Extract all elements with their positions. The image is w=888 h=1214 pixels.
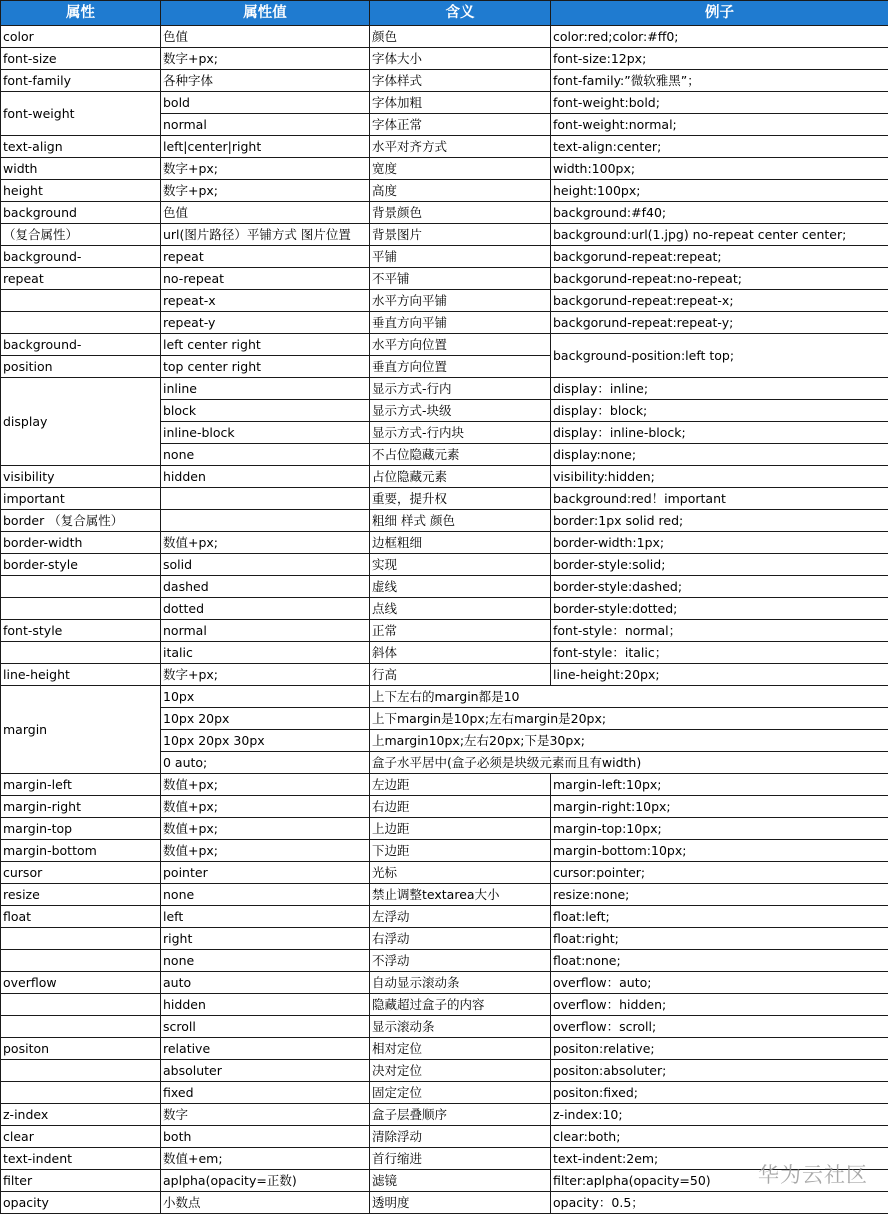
cell-example: visibility:hidden; <box>551 466 888 488</box>
cell-property: margin-right <box>1 796 161 818</box>
cell-property-value: 数字 <box>161 1104 370 1126</box>
table-row <box>1 1104 888 1126</box>
cell-example: positon:fixed; <box>551 1082 888 1104</box>
cell-property-value: 各种字体 <box>161 70 370 92</box>
table-row <box>1 136 888 158</box>
cell-property: z-index <box>1 1104 161 1126</box>
table-row <box>1 1082 888 1104</box>
cell-property-value: block <box>161 400 370 422</box>
cell-property-value: 数值+px; <box>161 532 370 554</box>
cell-property: border-width <box>1 532 161 554</box>
cell-property: text-align <box>1 136 161 158</box>
cell-property <box>1 950 161 972</box>
cell-property-value: aplpha(opacity=正数) <box>161 1170 370 1192</box>
table-row <box>1 334 888 356</box>
cell-meaning: 盒子层叠顺序 <box>370 1104 551 1126</box>
cell-property-value: normal <box>161 114 370 136</box>
cell-example: text-indent:2em; <box>551 1148 888 1170</box>
cell-example: text-align:center; <box>551 136 888 158</box>
cell-example: background:red！important <box>551 488 888 510</box>
cell-meaning: 自动显示滚动条 <box>370 972 551 994</box>
cell-property-value <box>161 488 370 510</box>
cell-property-value: none <box>161 444 370 466</box>
table-row <box>1 928 888 950</box>
cell-property: margin-bottom <box>1 840 161 862</box>
cell-meaning: 正常 <box>370 620 551 642</box>
cell-property: margin-top <box>1 818 161 840</box>
cell-property-value: 10px <box>161 686 370 708</box>
cell-meaning: 固定定位 <box>370 1082 551 1104</box>
cell-example: width:100px; <box>551 158 888 180</box>
cell-property: border-style <box>1 554 161 576</box>
cell-property <box>1 994 161 1016</box>
cell-meaning: 占位隐藏元素 <box>370 466 551 488</box>
cell-property: height <box>1 180 161 202</box>
table-row <box>1 92 888 114</box>
table-row <box>1 818 888 840</box>
cell-property-value: 数值+px; <box>161 796 370 818</box>
cell-example: border-style:solid; <box>551 554 888 576</box>
cell-meaning: 不平铺 <box>370 268 551 290</box>
table-row <box>1 576 888 598</box>
cell-example: margin-right:10px; <box>551 796 888 818</box>
table-row <box>1 1192 888 1214</box>
watermark-logo: 华为云社区 <box>758 1159 868 1189</box>
cell-property <box>1 598 161 620</box>
cell-example: filter:aplpha(opacity=50) <box>551 1170 888 1192</box>
cell-property-value: relative <box>161 1038 370 1060</box>
cell-example: float:none; <box>551 950 888 972</box>
table-row <box>1 202 888 224</box>
cell-property: （复合属性） <box>1 224 161 246</box>
cell-meaning: 右浮动 <box>370 928 551 950</box>
cell-property-value: inline <box>161 378 370 400</box>
cell-property <box>1 312 161 334</box>
cell-property: margin <box>1 686 161 774</box>
table-body <box>1 26 888 1214</box>
cell-property-value: url(图片路径）平铺方式 图片位置 <box>161 224 370 246</box>
cell-meaning: 平铺 <box>370 246 551 268</box>
cell-example: clear:both; <box>551 1126 888 1148</box>
table-row <box>1 1060 888 1082</box>
cell-property-value: inline-block <box>161 422 370 444</box>
cell-property-value: repeat-y <box>161 312 370 334</box>
cell-property-value: 小数点 <box>161 1192 370 1214</box>
cell-meaning: 重要，提升权 <box>370 488 551 510</box>
cell-meaning: 清除浮动 <box>370 1126 551 1148</box>
cell-meaning: 相对定位 <box>370 1038 551 1060</box>
cell-meaning: 宽度 <box>370 158 551 180</box>
cell-property-value: left|center|right <box>161 136 370 158</box>
cell-meaning: 背景颜色 <box>370 202 551 224</box>
cell-example: overflow：auto; <box>551 972 888 994</box>
cell-property: background- <box>1 246 161 268</box>
cell-meaning: 虚线 <box>370 576 551 598</box>
cell-property-value: absoluter <box>161 1060 370 1082</box>
cell-property-value: scroll <box>161 1016 370 1038</box>
cell-meaning: 斜体 <box>370 642 551 664</box>
header-example: 例子 <box>551 1 888 26</box>
cell-property: border （复合属性） <box>1 510 161 532</box>
cell-property: font-style <box>1 620 161 642</box>
cell-property: line-height <box>1 664 161 686</box>
cell-property: resize <box>1 884 161 906</box>
cell-property-value: 10px 20px <box>161 708 370 730</box>
cell-example: font-style：normal； <box>551 620 888 642</box>
cell-property <box>1 928 161 950</box>
cell-meaning: 显示方式-行内块 <box>370 422 551 444</box>
table-row <box>1 774 888 796</box>
cell-meaning: 垂直方向位置 <box>370 356 551 378</box>
cell-example: backgorund-repeat:repeat; <box>551 246 888 268</box>
cell-meaning: 显示滚动条 <box>370 1016 551 1038</box>
cell-example: overflow：scroll; <box>551 1016 888 1038</box>
cell-meaning: 下边距 <box>370 840 551 862</box>
cell-property-value: fixed <box>161 1082 370 1104</box>
cell-property-value: top center right <box>161 356 370 378</box>
cell-property: visibility <box>1 466 161 488</box>
table-row <box>1 488 888 510</box>
cell-example: resize:none; <box>551 884 888 906</box>
cell-property-value: solid <box>161 554 370 576</box>
table-row <box>1 158 888 180</box>
table-row <box>1 268 888 290</box>
cell-meaning: 水平方向平铺 <box>370 290 551 312</box>
header-row <box>1 1 888 26</box>
cell-property-value: hidden <box>161 466 370 488</box>
table-row <box>1 510 888 532</box>
cell-example: margin-left:10px; <box>551 774 888 796</box>
cell-meaning: 右边距 <box>370 796 551 818</box>
cell-property: font-family <box>1 70 161 92</box>
table-row <box>1 994 888 1016</box>
table-row <box>1 1038 888 1060</box>
table-row <box>1 378 888 400</box>
cell-example: z-index:10; <box>551 1104 888 1126</box>
cell-property-value: 数值+px; <box>161 840 370 862</box>
table-row <box>1 224 888 246</box>
cell-property-value: none <box>161 950 370 972</box>
cell-meaning: 边框粗细 <box>370 532 551 554</box>
cell-property: width <box>1 158 161 180</box>
table-row <box>1 532 888 554</box>
cell-example: margin-top:10px; <box>551 818 888 840</box>
cell-property-value: pointer <box>161 862 370 884</box>
cell-property <box>1 1016 161 1038</box>
cell-meaning: 字体正常 <box>370 114 551 136</box>
cell-example: border-style:dashed; <box>551 576 888 598</box>
cell-example: font-weight:bold; <box>551 92 888 114</box>
cell-property <box>1 1060 161 1082</box>
cell-property: margin-left <box>1 774 161 796</box>
cell-property-value: 0 auto; <box>161 752 370 774</box>
table-row <box>1 70 888 92</box>
cell-example: positon:absoluter; <box>551 1060 888 1082</box>
cell-example: font-family:”微软雅黑”； <box>551 70 888 92</box>
header-property-value: 属性值 <box>161 1 370 26</box>
cell-property-value: 数字+px; <box>161 664 370 686</box>
cell-example: font-size:12px; <box>551 48 888 70</box>
cell-meaning: 字体样式 <box>370 70 551 92</box>
cell-property: font-size <box>1 48 161 70</box>
cell-property-value: none <box>161 884 370 906</box>
cell-property: positon <box>1 1038 161 1060</box>
cell-meaning: 禁止调整textarea大小 <box>370 884 551 906</box>
cell-meaning: 垂直方向平铺 <box>370 312 551 334</box>
cell-example: border:1px solid red; <box>551 510 888 532</box>
table-row <box>1 620 888 642</box>
cell-meaning: 上下margin是10px;左右margin是20px; <box>370 708 888 730</box>
cell-example: display：inline-block; <box>551 422 888 444</box>
cell-meaning: 不占位隐藏元素 <box>370 444 551 466</box>
cell-property: clear <box>1 1126 161 1148</box>
cell-property-value: repeat <box>161 246 370 268</box>
cell-example: font-style：italic； <box>551 642 888 664</box>
cell-example: float:right; <box>551 928 888 950</box>
table-row <box>1 48 888 70</box>
table-row <box>1 862 888 884</box>
cell-meaning: 不浮动 <box>370 950 551 972</box>
cell-example: background-position:left top; <box>551 334 888 378</box>
cell-meaning: 颜色 <box>370 26 551 48</box>
cell-example: opacity：0.5； <box>551 1192 888 1214</box>
table-row <box>1 290 888 312</box>
cell-property: repeat <box>1 268 161 290</box>
table-row <box>1 642 888 664</box>
cell-meaning: 字体加粗 <box>370 92 551 114</box>
cell-property: color <box>1 26 161 48</box>
cell-example: color:red;color:#ff0; <box>551 26 888 48</box>
cell-property: overflow <box>1 972 161 994</box>
table-row <box>1 1148 888 1170</box>
cell-meaning: 上边距 <box>370 818 551 840</box>
cell-property-value <box>161 510 370 532</box>
cell-property: background- <box>1 334 161 356</box>
cell-property-value: 数值+px; <box>161 774 370 796</box>
table-row <box>1 664 888 686</box>
table-row <box>1 1126 888 1148</box>
cell-property <box>1 576 161 598</box>
table-row <box>1 972 888 994</box>
table-row <box>1 246 888 268</box>
cell-example: backgorund-repeat:no-repeat; <box>551 268 888 290</box>
cell-meaning: 决对定位 <box>370 1060 551 1082</box>
cell-example: height:100px; <box>551 180 888 202</box>
cell-meaning: 上margin10px;左右20px;下是30px; <box>370 730 888 752</box>
cell-property-value: normal <box>161 620 370 642</box>
cell-meaning: 显示方式-块级 <box>370 400 551 422</box>
cell-example: display：inline; <box>551 378 888 400</box>
table-row <box>1 554 888 576</box>
table-row <box>1 950 888 972</box>
cell-meaning: 高度 <box>370 180 551 202</box>
cell-example: border-width:1px; <box>551 532 888 554</box>
cell-property-value: 色值 <box>161 26 370 48</box>
cell-example: margin-bottom:10px; <box>551 840 888 862</box>
cell-meaning: 透明度 <box>370 1192 551 1214</box>
cell-property: background <box>1 202 161 224</box>
cell-example: cursor:pointer; <box>551 862 888 884</box>
cell-property-value: 数字+px; <box>161 180 370 202</box>
cell-property <box>1 642 161 664</box>
cell-meaning: 首行缩进 <box>370 1148 551 1170</box>
table-row <box>1 840 888 862</box>
cell-example: overflow：hidden; <box>551 994 888 1016</box>
cell-property-value: italic <box>161 642 370 664</box>
cell-property: float <box>1 906 161 928</box>
cell-meaning: 实现 <box>370 554 551 576</box>
table-row <box>1 686 888 708</box>
cell-property: display <box>1 378 161 466</box>
cell-property-value: left <box>161 906 370 928</box>
cell-property-value: both <box>161 1126 370 1148</box>
cell-property <box>1 1082 161 1104</box>
cell-property-value: auto <box>161 972 370 994</box>
cell-example: positon:relative; <box>551 1038 888 1060</box>
table-row <box>1 26 888 48</box>
cell-example: display：block; <box>551 400 888 422</box>
cell-example: font-weight:normal; <box>551 114 888 136</box>
cell-property-value: dotted <box>161 598 370 620</box>
table-row <box>1 906 888 928</box>
header-meaning: 含义 <box>370 1 551 26</box>
table-row <box>1 180 888 202</box>
cell-property-value: 数字+px; <box>161 158 370 180</box>
cell-property: text-indent <box>1 1148 161 1170</box>
cell-property: important <box>1 488 161 510</box>
cell-meaning: 点线 <box>370 598 551 620</box>
cell-property: opacity <box>1 1192 161 1214</box>
table-row <box>1 1170 888 1192</box>
cell-example: border-style:dotted; <box>551 598 888 620</box>
cell-example: background:#f40; <box>551 202 888 224</box>
cell-property-value: dashed <box>161 576 370 598</box>
cell-meaning: 光标 <box>370 862 551 884</box>
cell-property: font-weight <box>1 92 161 136</box>
cell-meaning: 左浮动 <box>370 906 551 928</box>
cell-property-value: left center right <box>161 334 370 356</box>
cell-meaning: 显示方式-行内 <box>370 378 551 400</box>
table-row <box>1 884 888 906</box>
cell-meaning: 盒子水平居中(盒子必须是块级元素而且有width) <box>370 752 888 774</box>
cell-property-value: no-repeat <box>161 268 370 290</box>
cell-property: filter <box>1 1170 161 1192</box>
cell-meaning: 滤镜 <box>370 1170 551 1192</box>
cell-meaning: 上下左右的margin都是10 <box>370 686 888 708</box>
cell-property: cursor <box>1 862 161 884</box>
cell-meaning: 左边距 <box>370 774 551 796</box>
cell-property-value: 10px 20px 30px <box>161 730 370 752</box>
cell-meaning: 行高 <box>370 664 551 686</box>
cell-meaning: 水平方向位置 <box>370 334 551 356</box>
table-row <box>1 312 888 334</box>
cell-meaning: 水平对齐方式 <box>370 136 551 158</box>
cell-example: backgorund-repeat:repeat-x; <box>551 290 888 312</box>
cell-property-value: bold <box>161 92 370 114</box>
cell-example: float:left; <box>551 906 888 928</box>
cell-property-value: 数值+em; <box>161 1148 370 1170</box>
cell-property-value: right <box>161 928 370 950</box>
cell-property-value: 色值 <box>161 202 370 224</box>
cell-example: display:none; <box>551 444 888 466</box>
cell-property-value: 数值+px; <box>161 818 370 840</box>
table-row <box>1 598 888 620</box>
cell-example: backgorund-repeat:repeat-y; <box>551 312 888 334</box>
cell-property <box>1 290 161 312</box>
cell-meaning: 粗细 样式 颜色 <box>370 510 551 532</box>
cell-property-value: repeat-x <box>161 290 370 312</box>
table-row <box>1 796 888 818</box>
cell-meaning: 背景图片 <box>370 224 551 246</box>
cell-meaning: 字体大小 <box>370 48 551 70</box>
cell-meaning: 隐藏超过盒子的内容 <box>370 994 551 1016</box>
cell-property-value: 数字+px; <box>161 48 370 70</box>
cell-example: background:url(1.jpg) no-repeat center center; <box>551 224 888 246</box>
table-row <box>1 466 888 488</box>
header-property: 属性 <box>1 1 161 26</box>
cell-example: line-height:20px; <box>551 664 888 686</box>
cell-property: position <box>1 356 161 378</box>
cell-property-value: hidden <box>161 994 370 1016</box>
table-row <box>1 1016 888 1038</box>
